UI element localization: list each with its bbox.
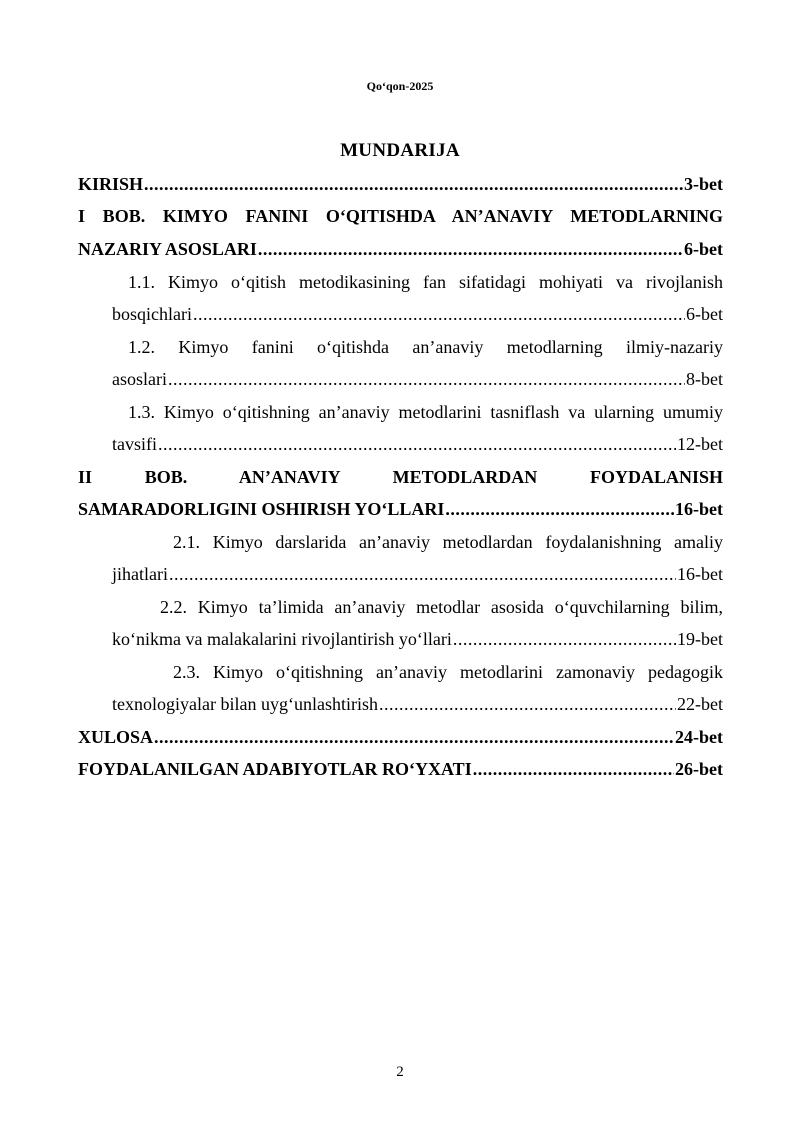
toc-page: 22-bet xyxy=(677,694,723,714)
dot-leader xyxy=(169,563,676,585)
dot-leader xyxy=(193,303,685,325)
toc-entry-ch2-line2[interactable] xyxy=(78,498,723,520)
toc-label: bosqichlari xyxy=(112,304,192,324)
toc-entry-s22-line1[interactable]: 2.2. Kimyo ta’limida an’anaviy metodlar asosida o‘quvchilarning bilim, xyxy=(160,597,723,617)
toc-entry-conclusion[interactable] xyxy=(78,726,723,748)
toc-entry-s11-line1[interactable]: 1.1. Kimyo o‘qitish metodikasining fan sifatidagi mohiyati va rivojlanish xyxy=(128,272,723,292)
dot-leader xyxy=(453,628,676,650)
toc-entry-s13-line2[interactable] xyxy=(112,433,723,455)
toc-label: FOYDALANILGAN ADABIYOTLAR RO‘YXATI xyxy=(78,759,472,779)
dot-leader xyxy=(168,368,685,390)
dot-leader xyxy=(158,433,676,455)
toc-entry-s21-line1[interactable]: 2.1. Kimyo darslarida an’anaviy metodlardan foydalanishning amaliy xyxy=(173,532,723,552)
toc-page: 24-bet xyxy=(675,727,723,747)
page-number: 2 xyxy=(396,1064,404,1080)
place-year-header: Qo‘qon-2025 xyxy=(366,79,434,93)
toc-entry-s23-line2[interactable] xyxy=(112,693,723,715)
toc-page: 26-bet xyxy=(675,759,723,779)
toc-label: NAZARIY ASOSLARI xyxy=(78,239,257,259)
toc-page: 16-bet xyxy=(677,564,723,584)
toc-entry-references[interactable] xyxy=(78,758,723,780)
toc-entry-s21-line2[interactable] xyxy=(112,563,723,585)
dot-leader xyxy=(154,726,674,748)
toc-label: jihatlari xyxy=(112,564,168,584)
toc-page: 6-bet xyxy=(684,239,723,259)
toc-label: KIRISH xyxy=(78,174,144,194)
dot-leader xyxy=(445,498,674,520)
dot-leader xyxy=(258,238,683,260)
toc-page: 8-bet xyxy=(686,369,723,389)
toc-page: 16-bet xyxy=(675,499,723,519)
toc-entry-s11-line2[interactable] xyxy=(112,303,723,325)
toc-page: 19-bet xyxy=(677,629,723,649)
toc-label: tavsifi xyxy=(112,434,157,454)
dot-leader xyxy=(473,758,674,780)
toc-entry-ch2-line1[interactable]: II BOB. AN’ANAVIY METODLARDAN FOYDALANISH xyxy=(78,467,723,487)
toc-label: asoslari xyxy=(112,369,167,389)
toc-entry-s13-line1[interactable]: 1.3. Kimyo o‘qitishning an’anaviy metodlarini tasniflash va ularning umumiy xyxy=(128,402,723,422)
toc-label: ko‘nikma va malakalarini rivojlantirish yo‘llari xyxy=(112,629,452,649)
toc-entry-s23-line1[interactable]: 2.3. Kimyo o‘qitishning an’anaviy metodlarini zamonaviy pedagogik xyxy=(173,662,723,682)
toc-page: 6-bet xyxy=(686,304,723,324)
toc-entry-s22-line2[interactable] xyxy=(112,628,723,650)
toc-entry-s12-line1[interactable]: 1.2. Kimyo fanini o‘qitishda an’anaviy metodlarning ilmiy-nazariy xyxy=(128,337,723,357)
toc-page: 3-bet xyxy=(684,174,723,194)
toc-label: SAMARADORLIGINI OSHIRISH YO‘LLARI xyxy=(78,499,445,519)
toc-entry-s12-line2[interactable] xyxy=(112,368,723,390)
toc-page: 12-bet xyxy=(677,434,723,454)
toc-label: XULOSA xyxy=(78,727,154,747)
toc-entry-ch1-line1[interactable]: I BOB. KIMYO FANINI O‘QITISHDA AN’ANAVIY METODLARNING xyxy=(78,206,723,226)
toc-title: MUNDARIJA xyxy=(340,140,460,161)
toc-entry-ch1-line2[interactable] xyxy=(78,238,723,260)
toc-label: texnologiyalar bilan uyg‘unlashtirish xyxy=(112,694,378,714)
toc-entry-intro[interactable] xyxy=(78,173,723,195)
dot-leader xyxy=(379,693,676,715)
dot-leader xyxy=(144,173,683,195)
